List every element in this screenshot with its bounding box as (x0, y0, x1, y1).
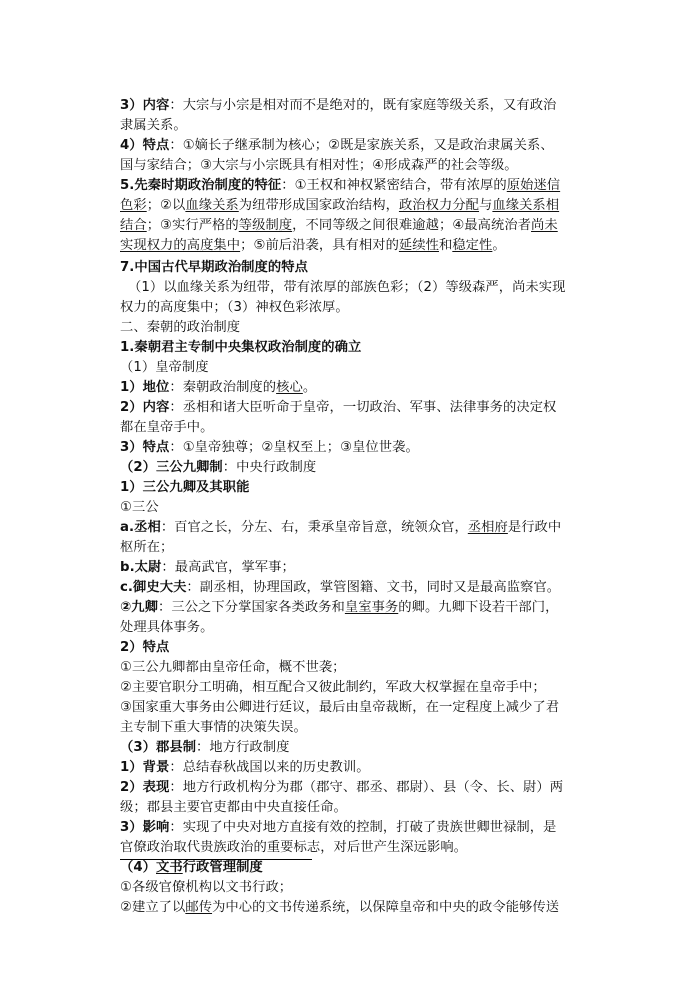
bold-text: 2）表现 (120, 780, 170, 795)
underlined-text: 稳定性 (452, 238, 493, 253)
bold-text: ②九卿 (120, 600, 159, 615)
text-run: 和 (438, 238, 453, 253)
text-line (120, 818, 580, 838)
text-run: 主专制下重大事情的决策失误。 (120, 720, 307, 735)
bold-text: （2）三公九卿制 (120, 460, 223, 475)
underlined-text: 政治权力分配 (398, 198, 480, 213)
text-line (120, 758, 580, 778)
bold-text: （3）郡县制 (120, 740, 197, 755)
text-line (120, 678, 580, 698)
text-run: ；②以 (146, 198, 186, 213)
text-line (128, 278, 588, 298)
text-run: 的卿。九卿下设若干部门， (398, 600, 559, 615)
bold-text: 1.秦朝君主专制中央集权政治制度的确立 (120, 340, 362, 355)
underlined-text: 实现权力的高度集中 (120, 238, 241, 253)
text-line (120, 718, 580, 738)
text-run: 隶属关系。 (120, 118, 187, 133)
bold-text: 3）影响 (120, 820, 170, 835)
text-line (120, 578, 580, 598)
text-line (120, 798, 580, 818)
bold-text: 行政管理制度 (182, 860, 263, 875)
underlined-text: 尚未 (531, 218, 558, 233)
text-run: 枢所在； (120, 540, 174, 555)
bold-text: 3）内容 (120, 98, 170, 113)
text-run: ②主要官职分工明确，相互配合又彼此制约，军政大权掌握在皇帝手中； (120, 680, 546, 695)
text-run: ：最高武官，掌军事； (161, 560, 295, 575)
underlined-text: 皇室事务 (344, 600, 399, 615)
text-line (120, 298, 580, 318)
text-line (120, 518, 580, 538)
text-run: 级；郡县主要官吏都由中央直接任命。 (120, 800, 347, 815)
text-run: ：总结春秋战国以来的历史教训。 (169, 760, 370, 775)
text-run: ①各级官僚机构以文书行政； (120, 880, 293, 895)
text-line (120, 598, 580, 618)
text-line (120, 838, 580, 858)
text-line (120, 658, 580, 678)
text-run: ：秦朝政治制度的 (169, 380, 277, 395)
text-run: 为中心的文书传递系统，以保障皇帝和中央的政令能够传送 (212, 900, 560, 915)
text-line (120, 698, 580, 718)
text-run: ：中央行政制度 (222, 460, 317, 475)
bold-text: b.太尉 (120, 560, 162, 575)
footnote-separator (120, 859, 312, 860)
text-line (120, 216, 580, 236)
text-run: ②建立了以 (120, 900, 186, 915)
bold-text: 1）背景 (120, 760, 170, 775)
text-line (120, 156, 580, 176)
underlined-text: 血缘关系相 (492, 198, 560, 213)
text-run: ，不同等级之间很难逾越；④最高统治者 (292, 218, 532, 233)
bold-text: 7.中国古代早期政治制度的特点 (120, 260, 308, 275)
underlined-text: 结合 (120, 218, 147, 233)
text-line (120, 618, 580, 638)
text-run: 。 (492, 238, 506, 253)
text-line (120, 458, 580, 478)
text-line (120, 478, 580, 498)
text-line (120, 378, 580, 398)
underlined-text: 核心 (276, 380, 303, 395)
text-run: ：百官之长，分左、右，秉承皇帝旨意，统领众官， (160, 520, 468, 535)
text-line (120, 438, 580, 458)
bold-text: 4）特点 (120, 138, 170, 153)
text-line (120, 338, 580, 358)
text-run: ①三公 (120, 500, 159, 515)
text-line (120, 778, 580, 798)
text-run: ：地方行政制度 (196, 740, 290, 755)
text-run: 权力的高度集中；（3）神权色彩浓厚。 (120, 300, 349, 315)
text-line (120, 418, 580, 438)
underlined-text: 血缘关系 (185, 198, 239, 213)
text-line (120, 258, 580, 278)
text-run: ：①皇帝独尊；②皇权至上；③皇位世袭。 (169, 440, 419, 455)
underlined-text: 丞相府 (467, 520, 508, 535)
underlined-text: 延续性 (398, 238, 439, 253)
text-run: ；⑤前后沿袭，具有相对的 (240, 238, 399, 253)
underlined-text: 文书 (156, 860, 183, 875)
bold-text: （4） (120, 860, 156, 875)
text-line (120, 116, 580, 136)
text-line (120, 858, 580, 878)
text-run: ：三公之下分掌国家各类政务和 (158, 600, 345, 615)
text-line (120, 498, 580, 518)
text-run: ：丞相和诸大臣听命于皇帝，一切政治、军事、法律事务的决定权 (169, 400, 557, 415)
bold-text: 5.先秦时期政治制度的特征 (120, 178, 282, 193)
text-run: ：地方行政机构分为郡（郡守、郡丞、郡尉）、县（令、长、尉）两 (169, 780, 564, 795)
text-line (120, 738, 580, 758)
text-run: ：副丞相，协理国政，掌管图籍、文书，同时又是最高监察官。 (186, 580, 561, 595)
text-line (120, 358, 580, 378)
text-run: ：大宗与小宗是相对而不是绝对的，既有家庭等级关系，又有政治 (169, 98, 557, 113)
text-run: 官僚政治取代贵族政治的重要标志，对后世产生深远影响。 (120, 840, 468, 855)
text-line (120, 236, 580, 256)
text-run: 都在皇帝手中。 (120, 420, 214, 435)
text-line (120, 878, 580, 898)
text-run: ：实现了中央对地方直接有效的控制，打破了贵族世卿世禄制，是 (169, 820, 557, 835)
bold-text: 2）特点 (120, 640, 170, 655)
text-line (120, 176, 580, 196)
text-run: ③国家重大事务由公卿进行廷议，最后由皇帝裁断，在一定程度上减少了君 (120, 700, 560, 715)
text-run: 是行政中 (507, 520, 562, 535)
text-line (120, 398, 580, 418)
text-line (120, 136, 580, 156)
text-line (120, 538, 580, 558)
underlined-text: 色彩 (120, 198, 147, 213)
text-run: 为纽带形成国家政治结构， (238, 198, 399, 213)
text-run: （1）以血缘关系为纽带，带有浓厚的部族色彩；（2）等级森严，尚未实现 (128, 280, 566, 295)
bold-text: a.丞相 (120, 520, 161, 535)
text-line (120, 318, 580, 338)
text-run: ：①王权和神权紧密结合，带有浓厚的 (281, 178, 507, 193)
text-run: ：①嫡长子继承制为核心；②既是家族关系，又是政治隶属关系、 (169, 138, 554, 153)
text-line (120, 196, 580, 216)
bold-text: 1）三公九卿及其职能 (120, 480, 250, 495)
text-line (120, 96, 580, 116)
text-line (120, 898, 580, 918)
bold-text: 1）地位 (120, 380, 170, 395)
bold-text: c.御史大夫 (120, 580, 187, 595)
text-line (120, 638, 580, 658)
text-run: 二、秦朝的政治制度 (120, 320, 241, 335)
text-run: （1）皇帝制度 (120, 360, 209, 375)
text-run: ①三公九卿都由皇帝任命，概不世袭； (120, 660, 346, 675)
text-run: 国与家结合；③大宗与小宗既具有相对性；④形成森严的社会等级。 (120, 158, 518, 173)
text-run: 。 (302, 380, 317, 395)
bold-text: 2）内容 (120, 400, 170, 415)
underlined-text: 等级制度 (238, 218, 293, 233)
underlined-text: 邮传 (185, 900, 213, 915)
text-line (120, 558, 580, 578)
underlined-text: 原始迷信 (506, 178, 561, 193)
text-run: ；③实行严格的 (146, 218, 239, 233)
bold-text: 3）特点 (120, 440, 170, 455)
text-run: 处理具体事务。 (120, 620, 214, 635)
text-run: 与 (479, 198, 493, 213)
